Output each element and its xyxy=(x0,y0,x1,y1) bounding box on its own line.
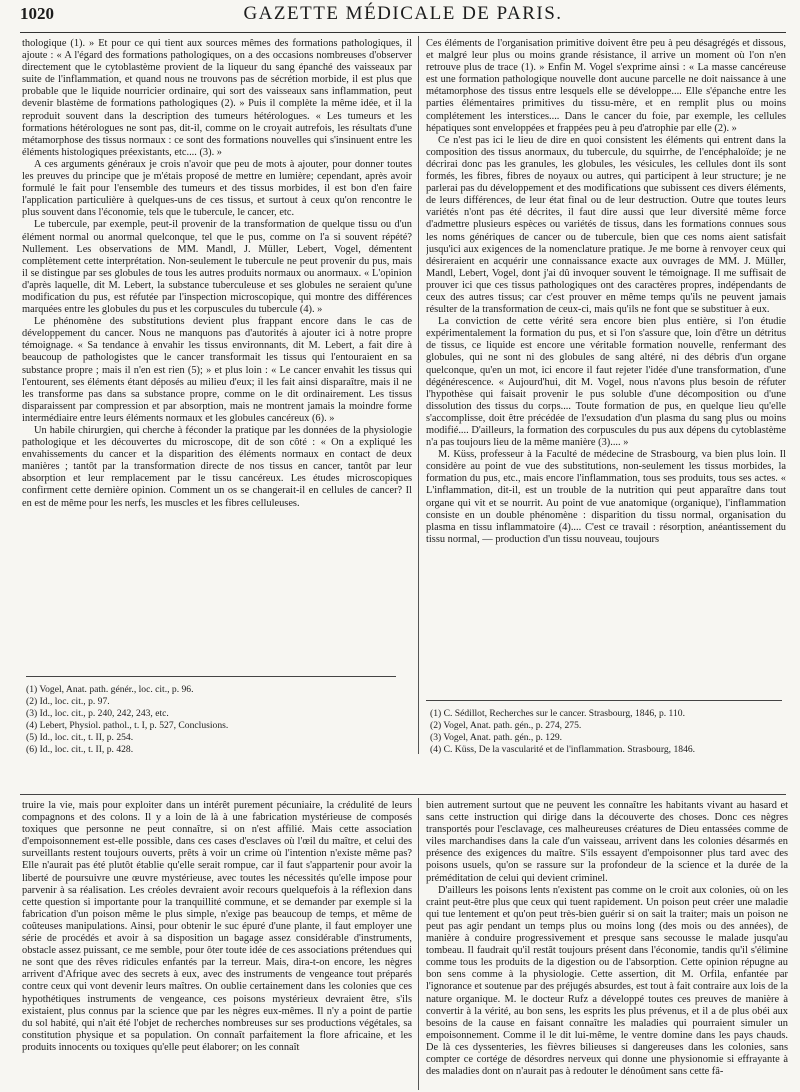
footnote: (1) Vogel, Anat. path. génér., loc. cit., p. 96. xyxy=(26,684,194,695)
paragraph: Un habile chirurgien, qui cherche à féconder la pratique par les données de la physiologie pathologique et les découvertes du microscope, dit de son côté : « On a expliqué les envahissements du cancer et la disparition des éléments normaux en contact de deux manières ; tantôt par la transformation directe de nos tissus en cancer, tantôt par leur absorption et leur remplacement par le tissu cancéreux. Les études microscopiques confirment cette dernière opinion. Comment un os se changerait-il en cellules de cancer? Il en est de même pour les nerfs, les muscles et les fibres celluleuses. xyxy=(22,425,412,509)
footnote: (3) Id., loc. cit., p. 240, 242, 243, etc. xyxy=(26,707,169,719)
paragraph: truire la vie, mais pour exploiter dans un intérêt purement pécuniaire, la crédulité de leurs compagnons et des colons. Il y a loin de là à une fabrication mystérieuse de composés toxiques que personne ne peut connaître, si on n'est affilié. Mais cette association d'empoisonnement est-elle possible, dans ces cases d'esclaves où l'œil du maître, et celui des surveillants restent toujours ouverts, prêts à voir un crime où l'intention n'existe même pas? Elle n'aurait pas été plutôt établie qu'elle serait rompue, car il faut s'appartenir pour avoir la liberté de poursuivre une œuvre mystérieuse, avec toutes les nécessités qu'elle impose pour parvenir à sa réalisation. Les créoles devraient avoir recours quelquefois à la réflexion dans cette question si importante pour la tranquillité commune, et se demander par exemple si la fabrication d'un poison même le plus simple, n'exige pas beaucoup de temps, et même de coûteuses manipulations. Ainsi, pour obtenir le suc épuré d'une plante, il faut employer une série de procédés et avoir à sa disposition un bagage assez considérable d'instruments, obstacle assez puissant, ce me semble, pour ôter toute idée de ces associations prétendues qui ne sont que des rêves ridicules enfantés par la terreur. Mais, dira-t-on encore, les nègres arrivent d'Afrique avec des secrets à eux, avec des instruments de vengeance tout préparés contre ceux qui vont devenir leurs maîtres. On oublie certainement dans les colonies que ces hypothétiques instruments de vengeance, ces poisons mystérieux devraient être, s'ils existaient, plus connus par la science que par les nègres eux-mêmes. Il n'y a point de partie du sol habité, qui n'ait été l'objet de recherches nombreuses sur ses productions végétales, sa constitution physique et sa population. On connaît parfaitement la flore africaine, et les produits innocents ou toxiques qu'elle peut élaborer; on les connaît xyxy=(22,800,412,1053)
paragraph: M. Küss, professeur à la Faculté de médecine de Strasbourg, va bien plus loin. Il considère au point de vue des substitutions, non-seulement les tissus morbides, la formation du pus, etc., mais encore l'inflammation, tous ses produits, tous ses actes. « L'inflammation, dit-il, est un trouble de la nutrition qui peut apparaître dans tout organe qui vit et se nourrit. Au point de vue anatomique (organique), l'inflammation consiste en un double phénomène : disparition du tissu normal, organisation du plasma en tissu inflammatoire (4).... C'est ce travail : résorption, anéantissement du tissu normal, — production d'un tissu nouveau, toujours xyxy=(426,449,786,545)
feuilleton-column-left xyxy=(22,800,412,1090)
footnote: (4) Lebert, Physiol. pathol., t. I, p. 527, Conclusions. xyxy=(26,719,229,731)
article-column-left xyxy=(22,38,412,670)
paragraph: La conviction de cette vérité sera encore bien plus entière, si l'on étudie expérimentalement la formation du pus, et si l'on s'assure que, loin d'être un détritus de tissus, ce liquide est encore une véritable formation nouvelle, renfermant des globules, qui ne sont ni des globules de sang altéré, ni des débris d'un organe quelconque, qu'en un mot, ici encore il faut rejeter l'idée d'une transformation, d'une dégénérescence. « Aujourd'hui, dit M. Vogel, nous n'avons plus besoin de réfuter l'hypothèse qui faisait provenir le pus soluble d'une décomposition ou d'une dissolution des tissus du corps.... Toute formation de pus, en quelque lieu qu'elle s'accomplisse, doit être précédée de l'exsudation d'un plasma du sang plus ou moins modifié.... D'ailleurs, la formation des corpuscules du pus aux dépens du cytoblastème n'a pas toujours lieu de la même manière (3).... » xyxy=(426,316,786,449)
page-header xyxy=(20,2,786,36)
paragraph: Le phénomène des substitutions devient plus frappant encore dans le cas de développement du cancer. Nous ne manquons pas d'autorités à ajouter ici à notre propre témoignage. « Sa tendance à envahir les tissus environnants, dit M. Lebert, a fait dire à beaucoup de pathologistes que le cancer transformait les tissus qui l'entouraient en sa substance propre ; mais il n'en est rien (5); » et plus loin : « Le cancer envahit les tissus qui l'entourent, ses éléments étant déposés au milieu d'eux; il les fait ainsi disparaître, mais il ne les transforme pas dans sa substance propre, comme on le dit ordinairement. Les tissus disparaissent par compression et par absorption, mais ne montrent jamais la moindre forme intermédiaire entre leurs éléments normaux et les globules cancéreux (6). » xyxy=(22,316,412,424)
footnote: (2) Vogel, Anat. path. gén., p. 274, 275. xyxy=(430,719,582,731)
footnote: (3) Vogel, Anat. path. gén., p. 129. xyxy=(430,731,563,743)
footnote: (5) Id., loc. cit., t. II, p. 254. xyxy=(26,731,134,743)
footnotes-right xyxy=(430,708,786,756)
footnote-rule-left xyxy=(26,676,396,677)
paragraph: Ce n'est pas ici le lieu de dire en quoi consistent les éléments qui entrent dans la composition des tissus anormaux, du tubercule, du squirrhe, de l'encéphaloïde; je ne décrirai donc pas les granules, les globules, les vésicules, les cellules dont ils sont formés, les fibres, fibres de noyaux ou autres, qui participent à leur structure; je ne parlerai pas du développement et des modifications que subissent ces divers éléments, de leurs différences, de leur état final ou de leur destruction. Outre que toutes leurs variétés n'ont pas été décrites, il faut dire aussi que leur diversité même force d'admettre plusieurs espèces ou variétés de tissus, dans les formations connues sous les noms génériques de cancer ou de tubercule, bien que ces noms aient satisfait jusqu'ici aux exigences de la nomenclature pratique. Je me borne à renvoyer ceux qui désireraient en acquérir une connaissance exacte aux ouvrages de MM. J. Müller, Mandl, Lebert, Vogel, dont j'ai dû invoquer souvent le témoignage. Il me suffisait de prouver ici que ces tissus pathologiques ont des caractères propres, indépendants de ceux des autres tissus; car c'est prouver en même temps qu'ils ne peuvent jamais résulter de la transformation de ceux-ci, mais qu'ils ne font que se substituer à eux. xyxy=(426,134,786,316)
feuilleton-column-right xyxy=(426,800,788,1090)
paragraph: D'ailleurs les poisons lents n'existent pas comme on le croit aux colonies, où on les craint peut-être plus que ceux qui tuent rapidement. Un poison peut créer une maladie qui tue lentement et qu'on peut très-bien guérir si on sait la traiter; mais un poison ne peut pas agir pendant un temps plus ou moins long (des mois ou des années), de manière à conduire progressivement et presque sans secousse le malade jusqu'au tombeau. Il faudrait qu'il restât toujours présent dans l'économie, tandis qu'il s'élimine comme tous les produits de la digestion ou de l'absorption. Cette opinion répugne au bon sens comme à la physiologie. Cette assertion, dit M. Orfila, enfantée par l'ignorance et soutenue par des préjugés absurdes, est tout à fait contraire aux lois de la nature organique. M. le docteur Rufz a développé toutes ces preuves de manière à convertir à la vérité, au bon sens, les esprits les plus prévenus, et il a de plus obéi aux besoins de la cause en faisant connaître les maladies qui pourraient simuler un empoisonnement. Comme il le dit lui-même, le ventre domine dans les pays chauds. De là ces dyssenteries, les fièvres bilieuses si dangereuses dans les colonies, sans compter ce cortége de désordres nerveux qui donne une physionomie si effrayante à des maladies dont on n'aurait pas à redouter le dénoûment sans cette fâ- xyxy=(426,884,788,1078)
paragraph: Le tubercule, par exemple, peut-il provenir de la transformation de quelque tissu ou d'un élément normal ou anormal quelconque, tel que le pus, comme on l'a si souvent répété? Nullement. Les observations de MM. Mandl, J. Müller, Lebert, Vogel, démentent complètement cette interprétation. Non-seulement le tubercule ne peut provenir du pus, mais il se distingue par ses globules de tous les autres produits normaux ou anormaux. « L'opinion d'après laquelle, dit M. Lebert, la substance tuberculeuse et ses globules ne seraient qu'une modification du pus, est réfutée par l'inspection microscopique, qui montre des différences marquées entre les globules du pus et les corpuscules du tubercule (4). » xyxy=(22,219,412,316)
footnotes-left xyxy=(26,684,414,755)
paragraph: A ces arguments généraux je crois n'avoir que peu de mots à ajouter, pour donner toutes les preuves du principe que je m'étais proposé de mettre en lumière; cependant, après avoir formulé le fait pour l'ensemble des tumeurs et des tissus morbides, il est bon d'en faire l'application particulière à quelques-uns de ces tissus, et surtout à ceux qu'on rencontre le plus souvent dans l'économie, tels que le tubercule, le cancer, etc. xyxy=(22,158,412,219)
footnote: (2) Id., loc. cit., p. 97. xyxy=(26,695,110,707)
footnote: (1) C. Sédillot, Recherches sur le cancer. Strasbourg, 1846, p. 110. xyxy=(430,708,685,719)
header-rule xyxy=(20,32,786,33)
footnote-rule-right xyxy=(426,700,782,701)
footnote: (4) C. Küss, De la vascularité et de l'inflammation. Strasbourg, 1846. xyxy=(430,743,696,755)
paragraph: thologique (1). » Et pour ce qui tient aux sources mêmes des formations pathologiques, il ajoute : « A l'égard des formations pathologiques, on a des occasions nombreuses d'observer directement que le cytoblastème provient de la liqueur du sang épanché des vaisseaux par suite de l'inflammation, et quand nous ne trouvons pas de sécrétion morbide, il est plus que probable que le liquide nourricier ordinaire, qui sort des vaisseaux sans inflammation, peut devenir blastème de formations pathologiques (2). » Puis il complète la même idée, et il la reproduit souvent dans la description des tumeurs hétérologues. « Les tumeurs et les formations hétérologues ne sont pas, dit-il, comme on le croyait autrefois, les résultats d'une métamorphose des tissus normaux : ce sont des formations nouvelles qui s'insinuent entre les éléments histologiques préexistants, etc.... (3). » xyxy=(22,38,412,158)
footnote: (6) Id., loc. cit., t. II, p. 428. xyxy=(26,743,134,755)
journal-title: GAZETTE MÉDICALE DE PARIS. xyxy=(243,3,563,24)
section-rule xyxy=(20,794,786,795)
page-number: 1020 xyxy=(20,4,54,23)
column-divider-bottom xyxy=(418,798,419,1090)
article-column-right xyxy=(426,38,786,662)
column-divider-top xyxy=(418,36,419,754)
paragraph: Ces éléments de l'organisation primitive doivent être peu à peu désagrégés et dissous, et malgré leur plus ou moins grande résistance, il arrive un moment où l'on n'en retrouve plus de trace (1). » Enfin M. Vogel s'exprime ainsi : « La masse cancéreuse est une formation pathologique nouvelle dont aucune parcelle ne doit naissance à une métamorphose des tissus entre lesquels elle se développe.... Elle s'épanche entre les parties élémentaires primitives du tissu-mère, et en remplit plus ou moins complétement les interstices.... Dans le cancer du foie, par exemple, les cellules hépatiques sont enveloppées et frappées peu à peu d'atrophie par elle (2). » xyxy=(426,38,786,134)
paragraph: bien autrement surtout que ne peuvent les connaître les habitants vivant au hasard et sans cette instruction qui dirige dans la découverte des choses. Donc ces nègres transportés pour l'esclavage, ces malheureuses créatures de Dieu entassées comme de viles marchandises dans la cale d'un vaisseau, arrivent dans les colonies désarmés en présence des exigences du maître. S'ils essayent d'empoisonner plus tard avec des poisons usuels, qu'on se rassure sur la profondeur de la science et la durée de la préméditation de celui qui devient criminel. xyxy=(426,800,788,884)
